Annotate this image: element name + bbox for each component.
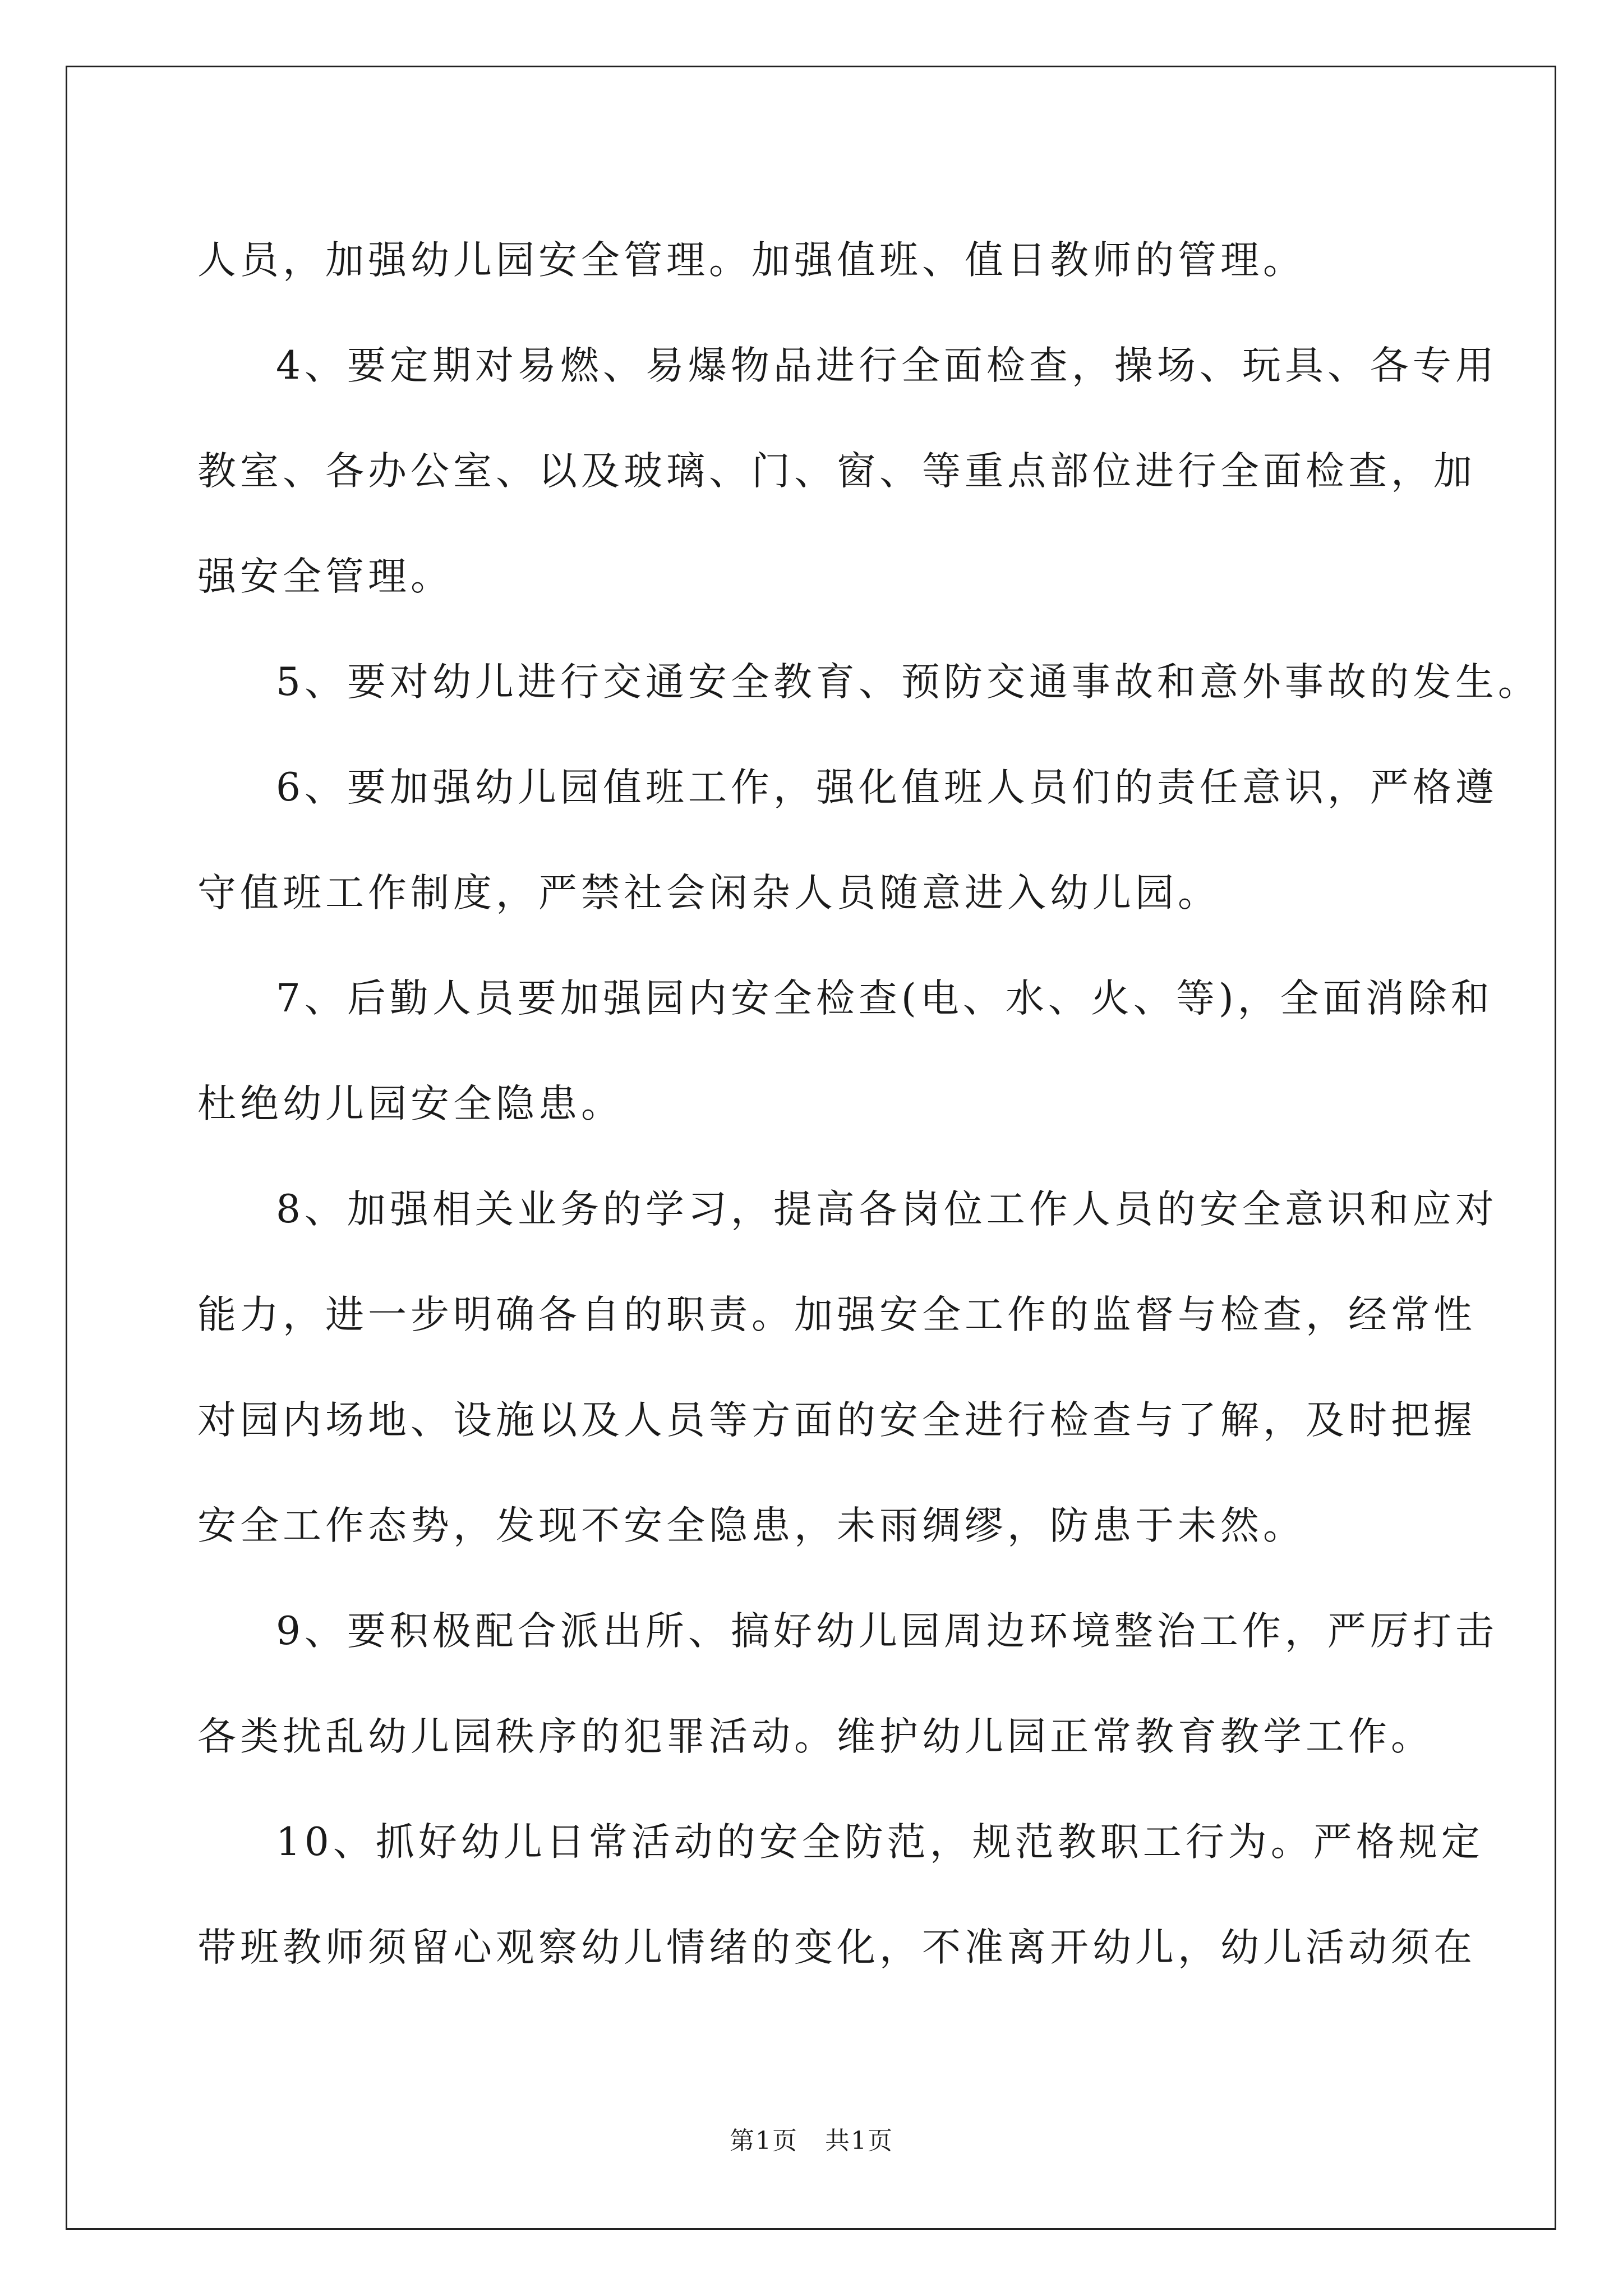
text-line: 5、要对幼儿进行交通安全教育、预防交通事故和意外事故的发生。 xyxy=(276,660,1541,705)
text-line: 教室、各办公室、以及玻璃、门、窗、等重点部位进行全面检查，加 xyxy=(197,449,1476,494)
page-number-total: 共1页 xyxy=(825,2127,893,2155)
text-line: 能力，进一步明确各自的职责。加强安全工作的监督与检查，经常性 xyxy=(197,1292,1476,1337)
text-line: 强安全管理。 xyxy=(197,554,453,599)
text-line: 10、抓好幼儿日常活动的安全防范，规范教职工行为。严格规定 xyxy=(276,1820,1484,1865)
text-line: 7、后勤人员要加强园内安全检查(电、水、火、等)，全面消除和 xyxy=(276,976,1493,1021)
text-line: 各类扰乱幼儿园秩序的犯罪活动。维护幼儿园正常教育教学工作。 xyxy=(197,1714,1433,1759)
text-line: 6、要加强幼儿园值班工作，强化值班人员们的责任意识，严格遵 xyxy=(276,765,1498,810)
text-line: 9、要积极配合派出所、搞好幼儿园周边环境整治工作，严厉打击 xyxy=(276,1609,1498,1654)
page-footer xyxy=(0,2120,1623,2156)
text-line: 4、要定期对易燃、易爆物品进行全面检查，操场、玩具、各专用 xyxy=(276,343,1498,388)
text-line: 守值班工作制度，严禁社会闲杂人员随意进入幼儿园。 xyxy=(197,871,1220,915)
text-line: 人员，加强幼儿园安全管理。加强值班、值日教师的管理。 xyxy=(197,238,1306,283)
text-line: 8、加强相关业务的学习，提高各岗位工作人员的安全意识和应对 xyxy=(276,1187,1498,1232)
page-number-current: 第1页 xyxy=(730,2127,798,2155)
document-body xyxy=(197,208,1541,2000)
text-line: 安全工作态势，发现不安全隐患，未雨绸缪，防患于未然。 xyxy=(197,1503,1306,1548)
text-line: 杜绝幼儿园安全隐患。 xyxy=(197,1082,624,1126)
text-line: 带班教师须留心观察幼儿情绪的变化，不准离开幼儿，幼儿活动须在 xyxy=(197,1925,1476,1970)
text-line: 对园内场地、设施以及人员等方面的安全进行检查与了解，及时把握 xyxy=(197,1398,1476,1443)
